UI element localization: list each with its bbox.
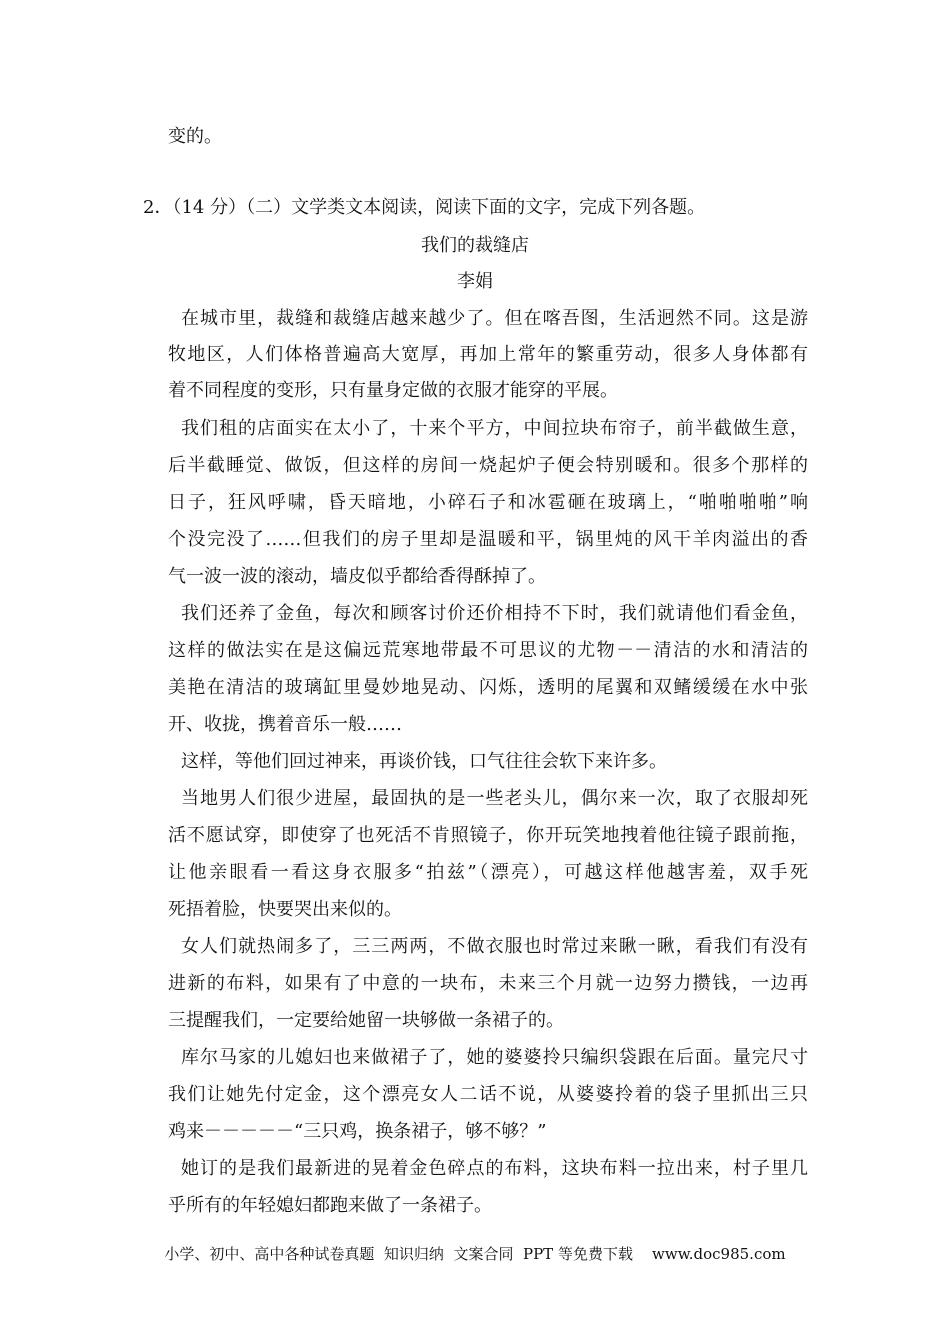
text-line: 美艳在清洁的玻璃缸里曼妙地晃动、闪烁，透明的尾翼和双鳍缓缓在水中张 (168, 677, 808, 698)
text-line: 开、收拢，携着音乐一般…… (168, 714, 402, 735)
text-line: 乎所有的年轻媳妇都跑来做了一条裙子。 (168, 1195, 492, 1216)
text-line: 这样的做法实在是这偏远荒寒地带最不可思议的尤物－－清洁的水和清洁的 (168, 640, 808, 661)
text-line: 让他亲眼看一看这身衣服多“拍兹”（漂亮），可越这样他越害羞，双手死 (168, 862, 808, 883)
text-line: 三提醒我们，一定要给她留一块够做一条裙子的。 (168, 1010, 564, 1031)
page-footer: 小学、初中、高中各种试卷真题 知识归纳 文案合同 PPT 等免费下载 www.doc985.com (164, 1245, 786, 1263)
previous-fragment: 变的。 (168, 126, 222, 147)
text-line: 鸡来－－－－－“三只鸡，换条裙子，够不够？” (168, 1121, 547, 1142)
text-line: 在城市里，裁缝和裁缝店越来越少了。但在喀吾图，生活迥然不同。这是游 (181, 308, 808, 329)
text-line: 女人们就热闹多了，三三两两，不做衣服也时常过来瞅一瞅，看我们有没有 (181, 936, 808, 957)
text-line: 我们还养了金鱼，每次和顾客讨价还价相持不下时，我们就请他们看金鱼， (181, 603, 808, 624)
article-title: 我们的裁缝店 (421, 235, 529, 256)
text-line: 着不同程度的变形，只有量身定做的衣服才能穿的平展。 (168, 380, 618, 401)
text-line: 牧地区，人们体格普遍高大宽厚，再加上常年的繁重劳动，很多人身体都有 (168, 344, 808, 365)
text-line: 后半截睡觉、做饭，但这样的房间一烧起炉子便会特别暖和。很多个那样的 (168, 455, 808, 476)
text-line: 死捂着脸，快要哭出来似的。 (168, 899, 402, 920)
text-line: 个没完没了……但我们的房子里却是温暖和平，锅里炖的风干羊肉溢出的香 (168, 529, 808, 550)
text-line: 她订的是我们最新进的晃着金色碎点的布料，这块布料一拉出来，村子里几 (181, 1158, 808, 1179)
text-line: 我们租的店面实在太小了，十来个平方，中间拉块布帘子，前半截做生意， (181, 418, 808, 439)
text-line: 活不愿试穿，即使穿了也死活不肯照镜子，你开玩笑地拽着他往镜子跟前拖， (168, 825, 808, 846)
text-line: 气一波一波的滚动，墙皮似乎都给香得酥掉了。 (168, 566, 546, 587)
text-line: 这样，等他们回过神来，再谈价钱，口气往往会软下来许多。 (181, 751, 667, 772)
text-line: 我们让她先付定金，这个漂亮女人二话不说，从婆婆拎着的袋子里抓出三只 (168, 1084, 808, 1105)
article-author: 李娟 (457, 271, 493, 292)
text-line: 进新的布料，如果有了中意的一块布，未来三个月就一边努力攒钱，一边再 (168, 973, 808, 994)
text-line: 日子，狂风呼啸，昏天暗地，小碎石子和冰雹砸在玻璃上，“啪啪啪啪”响 (168, 492, 808, 513)
question-header: 2．（14 分）（二）文学类文本阅读，阅读下面的文字，完成下列各题。 (143, 197, 706, 218)
text-line: 库尔马家的儿媳妇也来做裙子了，她的婆婆拎只编织袋跟在后面。量完尺寸 (181, 1047, 808, 1068)
text-line: 当地男人们很少进屋，最固执的是一些老头儿，偶尔来一次，取了衣服却死 (181, 788, 808, 809)
